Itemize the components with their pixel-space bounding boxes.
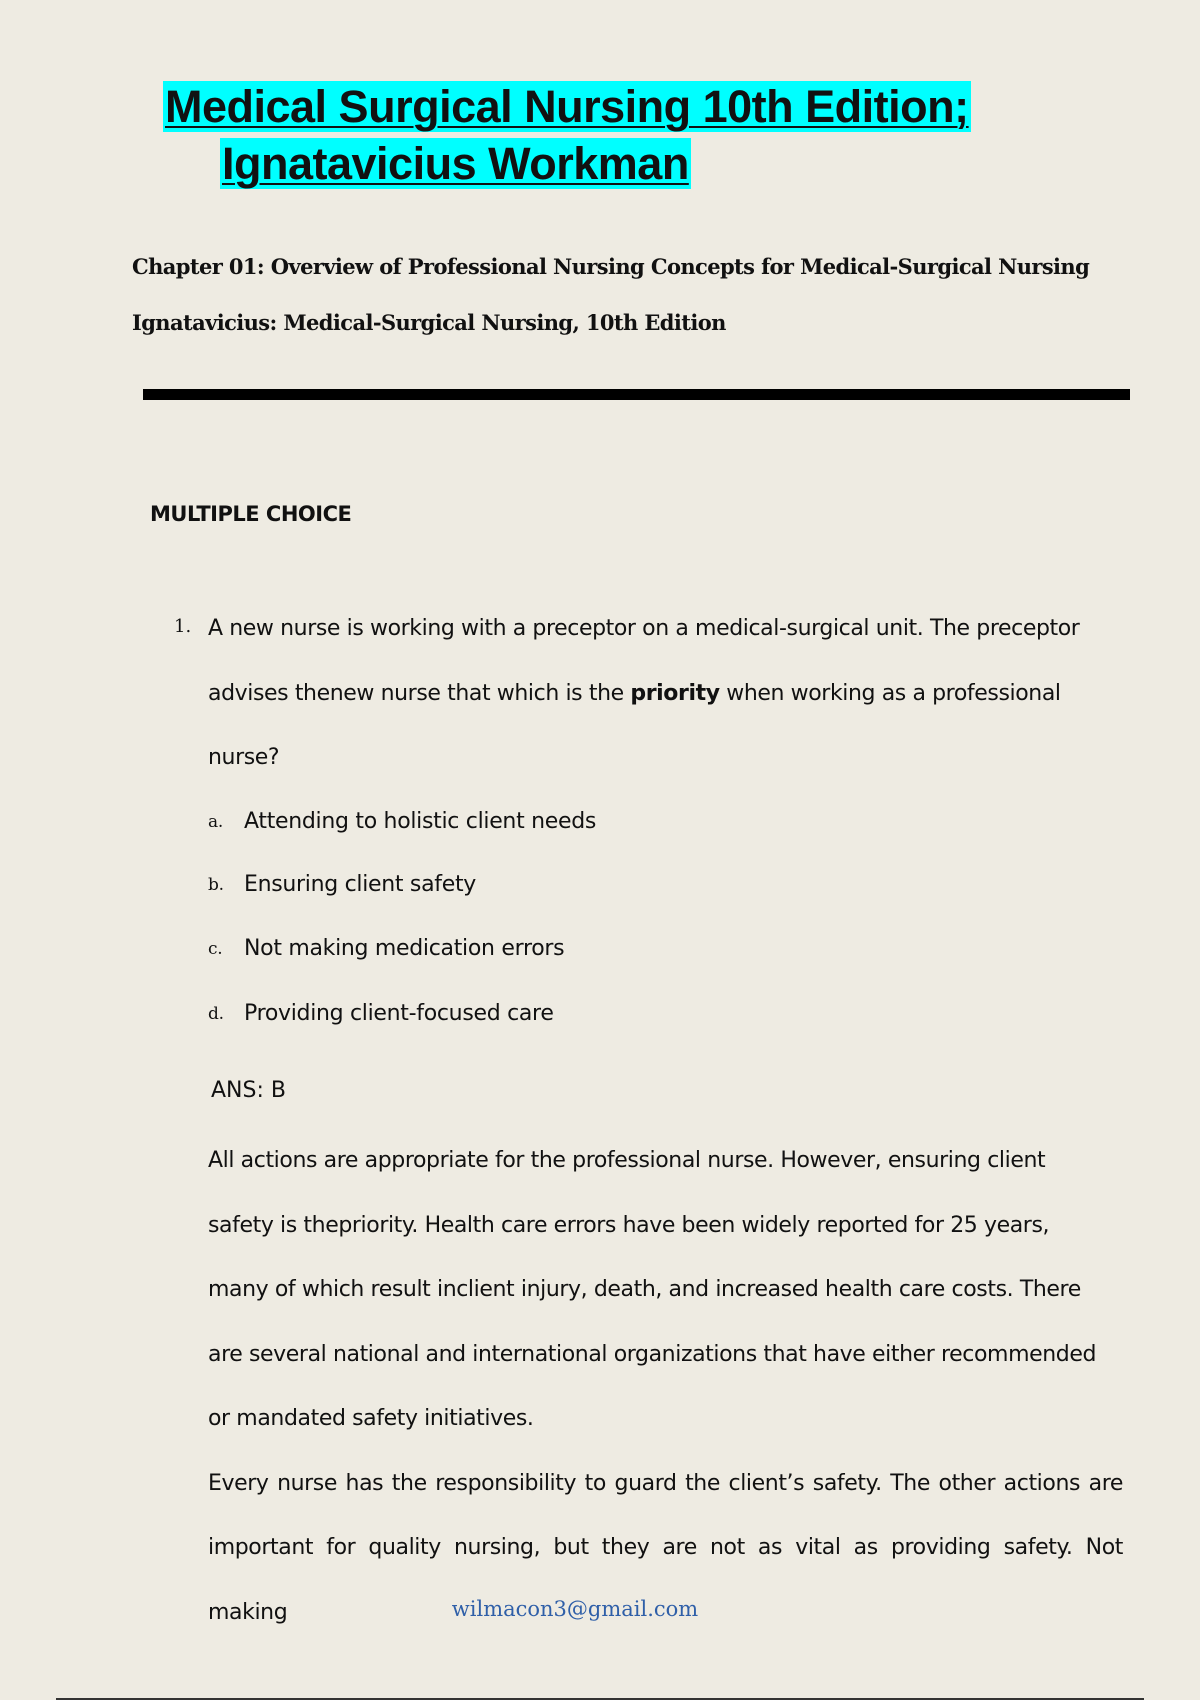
rationale-line: safety is thepriority. Health care errors have been widely reported for 25 years, <box>208 1212 1050 1238</box>
footer-email: wilmacon3@gmail.com <box>451 1597 699 1621</box>
option-letter: c. <box>208 939 223 959</box>
book-heading: Ignatavicius: Medical-Surgical Nursing, 10th Edition <box>132 310 726 335</box>
option-text: Ensuring client safety <box>244 872 476 897</box>
rationale-line: Every nurse has the responsibility to guard the client’s safety. The other actions are <box>208 1470 1123 1496</box>
answer-key: ANS: B <box>211 1078 286 1103</box>
document-title <box>163 78 971 192</box>
title-line-2: Ignatavicius Workman <box>222 138 689 189</box>
question-line-3: nurse? <box>208 745 280 770</box>
heading-divider <box>143 389 1130 400</box>
rationale-line: are several national and international organizations that have either recommended <box>208 1341 1097 1367</box>
priority-emphasis: priority <box>630 680 720 706</box>
option-text: Not making medication errors <box>244 936 565 961</box>
question-number: 1. <box>174 616 192 637</box>
rationale-line: All actions are appropriate for the professional nurse. However, ensuring client <box>208 1148 1046 1173</box>
title-line-1: Medical Surgical Nursing 10th Edition; <box>165 81 969 132</box>
rationale <box>208 1129 1123 1645</box>
option-letter: a. <box>208 812 223 832</box>
section-heading: MULTIPLE CHOICE <box>150 502 352 526</box>
option-text: Attending to holistic client needs <box>244 809 597 834</box>
question-stem <box>208 597 1123 791</box>
rationale-line: or mandated safety initiatives. <box>208 1406 534 1431</box>
question-line-2: advises thenew nurse that which is the priority when working as a professional <box>208 680 1061 706</box>
chapter-heading: Chapter 01: Overview of Professional Nursing Concepts for Medical-Surgical Nursing <box>132 254 1090 279</box>
option-letter: b. <box>208 875 224 895</box>
rationale-line: important for quality nursing, but they are not as vital as providing safety. Not making <box>208 1535 1123 1625</box>
question-line-1: A new nurse is working with a preceptor on a medical-surgical unit. The preceptor <box>208 616 1080 641</box>
option-text: Providing client-focused care <box>244 1001 554 1026</box>
option-letter: d. <box>208 1004 224 1024</box>
rationale-line: many of which result inclient injury, death, and increased health care costs. There <box>208 1277 1081 1302</box>
